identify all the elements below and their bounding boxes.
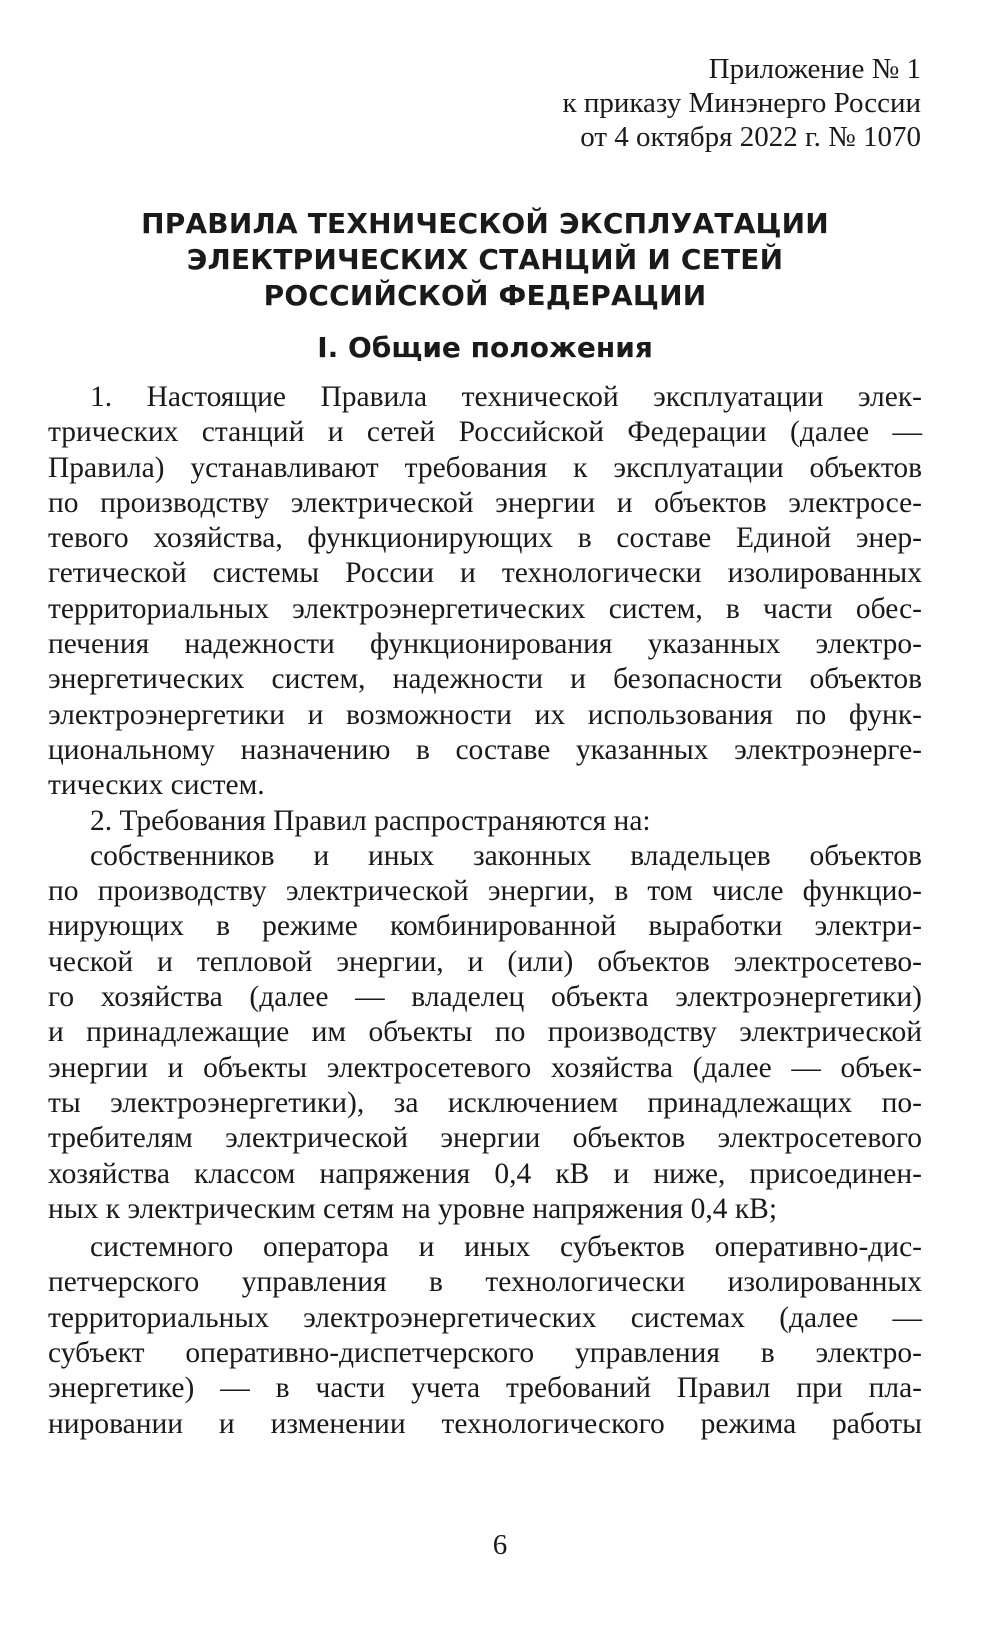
page-number: 6 — [492, 1529, 508, 1561]
text-line: субъект оперативно-диспетчерского управления в электро- — [48, 1337, 922, 1370]
text-line: собственников и иных законных владельцев объектов — [90, 839, 922, 872]
text-line: Правила) устанавливают требования к эксплуатации объектов — [48, 451, 922, 484]
text-line: и принадлежащие им объекты по производству электрической — [48, 1016, 922, 1049]
paragraph-2 — [48, 804, 922, 839]
text-line: ческой и тепловой энергии, и (или) объектов электросетево- — [48, 945, 922, 978]
text-line: печения надежности функционирования указанных электро- — [48, 628, 922, 661]
paragraph-3 — [48, 839, 922, 1227]
text-line: петчерского управления в технологически изолированных — [48, 1266, 922, 1299]
text-line: по производству электрической энергии и объектов электросе- — [48, 486, 922, 519]
text-line: ных к электрическим сетям на уровне напряжения 0,4 кВ; — [48, 1192, 778, 1225]
text-line: энергии и объекты электросетевого хозяйства (далее — объек- — [48, 1051, 922, 1084]
paragraph-1 — [48, 380, 922, 804]
title-line: РОССИЙСКОЙ ФЕДЕРАЦИИ — [263, 279, 707, 312]
paragraph-4 — [48, 1230, 922, 1442]
text-line: по производству электрической энергии, в том числе функцио- — [48, 875, 922, 908]
text-line: 2. Требования Правил распространяются на: — [90, 804, 651, 837]
text-line: территориальных электроэнергетических системах (далее — — [48, 1301, 922, 1334]
section-heading: I. Общие положения — [317, 331, 653, 364]
body-text — [48, 380, 922, 1442]
text-line: электроэнергетики и возможности их использования по функ- — [48, 698, 922, 731]
text-line: гетической системы России и технологически изолированных — [48, 557, 922, 590]
appendix-line: Приложение № 1 — [708, 53, 921, 85]
text-line: системного оператора и иных субъектов оперативно-дис- — [90, 1231, 922, 1264]
text-line: 1. Настоящие Правила технической эксплуатации элек- — [90, 381, 922, 413]
document-title — [50, 206, 920, 314]
text-line: нировании и изменении технологического режима работы — [48, 1407, 922, 1440]
text-line: ты электроэнергетики), за исключением принадлежащих по- — [48, 1086, 922, 1119]
appendix-reference — [563, 52, 922, 154]
text-line: го хозяйства (далее — владелец объекта электроэнергетики) — [48, 981, 922, 1014]
text-line: циональному назначению в составе указанных электроэнерге- — [48, 733, 922, 766]
text-line: трических станций и сетей Российской Федерации (далее — — [48, 416, 922, 449]
appendix-line: к приказу Минэнерго России — [562, 87, 921, 119]
text-line: территориальных электроэнергетических систем, в части обес- — [48, 592, 922, 625]
text-line: требителям электрической энергии объектов электросетевого — [48, 1122, 922, 1155]
appendix-line: от 4 октября 2022 г. № 1070 — [580, 121, 921, 153]
text-line: энергетических систем, надежности и безопасности объектов — [48, 663, 922, 696]
text-line: тических систем. — [48, 769, 265, 802]
text-line: тевого хозяйства, функционирующих в составе Единой энер- — [48, 522, 922, 555]
text-line: нирующих в режиме комбинированной выработки электри- — [48, 910, 922, 943]
text-line: хозяйства классом напряжения 0,4 кВ и ниже, присоединен- — [48, 1157, 922, 1190]
title-line: ПРАВИЛА ТЕХНИЧЕСКОЙ ЭКСПЛУАТАЦИИ — [141, 207, 829, 240]
title-line: ЭЛЕКТРИЧЕСКИХ СТАНЦИЙ И СЕТЕЙ — [186, 243, 784, 276]
text-line: энергетике) — в части учета требований Правил при пла- — [48, 1372, 922, 1405]
